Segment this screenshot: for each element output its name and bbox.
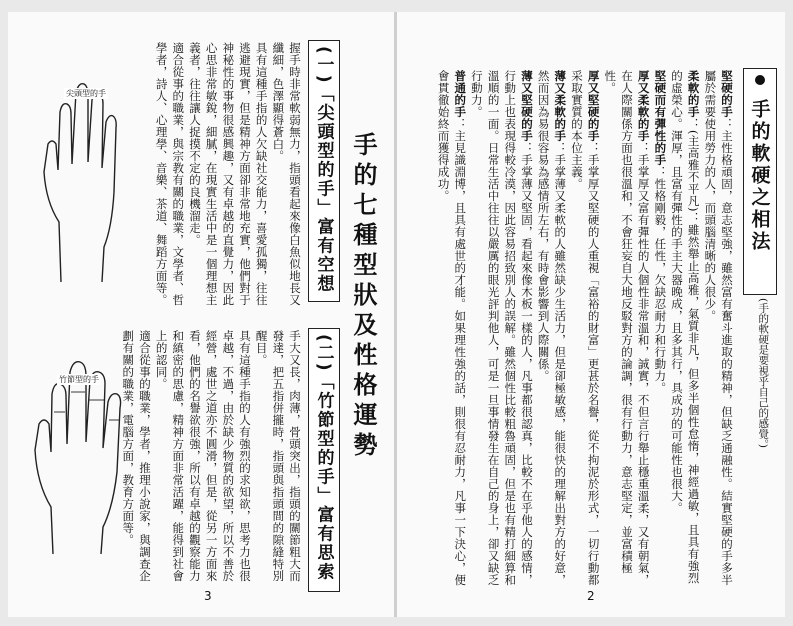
section2-paragraph: 手大又長，肉薄，骨頭突出，指頭的關節粗大而發達，把五指併攏時，指頭與指頭間的隙縫特別醒目。 bbox=[254, 330, 302, 582]
section2-paragraph: 適合從事的職業，學者，推理小說家，與調查企劃有關的職業，電腦方面，教育方面等。 bbox=[121, 330, 152, 582]
section1-body bbox=[143, 42, 303, 307]
section1-paragraph: 適合從事的職業，與宗教有關的職業，文學者、哲學者，詩人、心理學、音樂、茶道、舞蹈方面等。 bbox=[154, 42, 186, 306]
figure2-caption: 竹節型的手 bbox=[59, 375, 99, 384]
section2-paragraph: 具有這種手指的人有強烈的求知欲，思考力也很卓越，不過，由於缺少物質的欲望，所以不善於經營，處世之道亦不圓滑，但是，從另一方面來看，他們的名譽欲很強，所以有卓越的觀察能力和縝密的思慮，精神方面非常活躍，能得到社會上的認同。 bbox=[154, 330, 252, 582]
section2-body bbox=[121, 330, 303, 592]
bullet-icon bbox=[755, 75, 765, 85]
hand-illustration-icon bbox=[23, 332, 138, 562]
paragraph: 堅硬的手：主性格頑固，意志堅強，雖然富有奮斗進取的精神，但缺乏通融性。結實堅硬的手多半屬於需要使用勞力的人，而頭腦清晰的人很少。 bbox=[703, 70, 734, 586]
header-box bbox=[743, 68, 777, 295]
page-number-right: 2 bbox=[587, 589, 595, 603]
term: 堅硬的手 bbox=[720, 70, 734, 118]
page-number-left: 3 bbox=[204, 589, 212, 603]
term: 普通的手 bbox=[453, 70, 468, 118]
section1-title: (一)「尖頭型的手」富有空想 bbox=[313, 46, 334, 294]
term: 薄又柔軟的手 bbox=[553, 70, 568, 142]
paragraph: 堅硬而有彈性的手：性格剛毅，任性，欠缺忍耐力和行動力。 bbox=[653, 70, 668, 394]
pointed-hand-figure bbox=[26, 52, 136, 292]
header-note: (手的軟硬是要視乎自己的感覺。) bbox=[757, 298, 770, 448]
figure1-caption: 尖頭型的手 bbox=[66, 89, 106, 98]
section2-title: (二)「竹節型的手」富有思索 bbox=[313, 334, 334, 582]
knotted-hand-figure bbox=[23, 332, 138, 562]
term: 堅硬而有彈性的手 bbox=[653, 70, 668, 166]
paragraph: 薄又堅硬的手：手掌薄又堅固，看起來像木板一樣的人，凡事都很認真，比較不在乎他人的感情，行動上也表現得較冷漠，因此容易招致別人的誤解。雖然個性比較粗魯頑固，但是也有精打細算和溫順的一面。日常生活中往往以嚴厲的眼光評判他人，可是一旦事情發生在自己的身上，卻又缺乏行動力。 bbox=[469, 70, 534, 586]
right-body bbox=[435, 70, 735, 590]
paragraph: 薄又柔軟的手：手掌薄又柔軟的人雖然缺少生活力，但是卻極敏感，能很快的理解出對方的好意，然而因為易很容易為感情所左右，有時會影響到人際關係。 bbox=[536, 70, 568, 586]
section1-paragraph: 具有這種手指的人欠缺社交能力，喜愛孤獨，往往逃避現實，但是精神方面卻非常地充實，他們對于神秘性的事物很感興趣，又有卓越的直覺力，因此心思非常敏銳，細膩，在現實生活中是一個理想主義者，往往讓人捉摸不定的良機溜走。 bbox=[187, 42, 269, 306]
paragraph: 柔軟的手：(主高雅不平凡)：雖然舉止高雅，氣質非凡，但多半個性怠惰，神經過敏，且具有強烈的虛榮心。渾厚，且富有彈性的手主大器晚成，且多其行，具成功的可能性也很大。 bbox=[669, 70, 701, 584]
term: 厚又柔軟的手 bbox=[636, 70, 651, 142]
section2-title-box bbox=[308, 328, 340, 592]
section1-title-box bbox=[308, 40, 340, 302]
paragraph: 普通的手：主見識淵博，且具有處世的才能。如果理性強的話，則很有忍耐力，凡事一下決心，便會貫徹始終而獲得成功。 bbox=[436, 70, 468, 586]
term: 柔軟的手 bbox=[686, 70, 701, 118]
term: 薄又堅硬的手 bbox=[519, 70, 534, 142]
section1-paragraph: 握手時非常軟弱無力，指頭看起來像白魚似地長又纖細，色澤顯得蒼白。 bbox=[271, 42, 302, 306]
header-title: 手的軟硬之相法 bbox=[748, 98, 771, 253]
paragraph: 厚又堅硬的手：手掌厚又堅硬的人重視「富裕的財富」更甚於名譽，從不拘泥於形式，一切行動都采取實質的本位主義。 bbox=[569, 70, 601, 586]
paragraph: 厚又柔軟的手：手掌厚又富有彈性的人個性非常溫和，誠實，不但言行舉止穩重溫柔，又有朝氣，在人際關係方面也很溫和，不會狂妄自大地反駁對方的論調，很有行動力，意志堅定，並富積極性。 bbox=[603, 70, 651, 586]
term: 厚又堅硬的手 bbox=[586, 70, 601, 142]
left-page bbox=[8, 12, 396, 617]
chapter-title: 手的七種型狀及性格運勢 bbox=[349, 132, 377, 462]
book-spread bbox=[8, 12, 785, 617]
right-page bbox=[397, 12, 785, 617]
